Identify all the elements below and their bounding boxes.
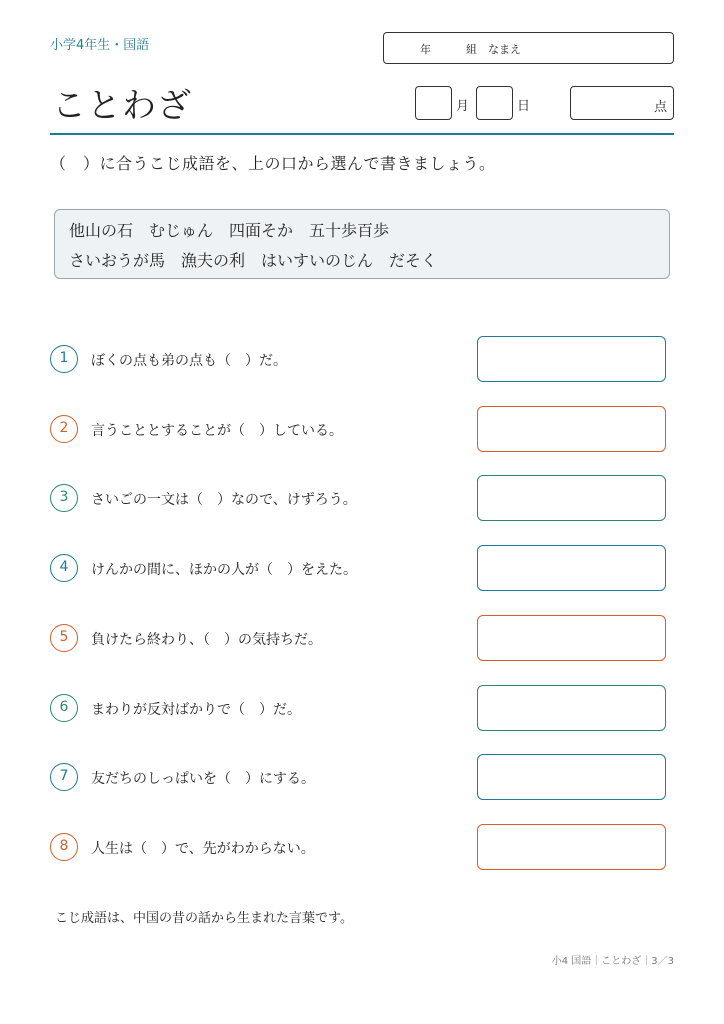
- question-row: [50, 406, 670, 454]
- question-number: 4: [50, 554, 78, 582]
- word-bank: [54, 209, 670, 279]
- header-divider: [50, 133, 674, 135]
- question-row: [50, 336, 670, 384]
- instruction-text: （ ）に合うこじ成語を、上の口から選んで書きましょう。: [50, 154, 496, 173]
- question-row: [50, 754, 670, 802]
- question-text: 友だちのしっぱいを（ ）にする。: [91, 771, 315, 788]
- answer-box[interactable]: [477, 754, 666, 800]
- question-number: 2: [50, 415, 78, 443]
- name-label: なまえ: [488, 43, 521, 56]
- answer-box[interactable]: [477, 615, 666, 661]
- year-label: 年: [420, 43, 431, 56]
- question-row: [50, 475, 670, 523]
- question-row: [50, 545, 670, 593]
- word-bank-line-2: さいおうが馬 漁夫の利 はいすいのじん だそく: [69, 251, 438, 270]
- question-row: [50, 685, 670, 733]
- page-title: ことわざ: [52, 86, 192, 126]
- question-number: 6: [50, 694, 78, 722]
- question-row: [50, 615, 670, 663]
- answer-box[interactable]: [477, 685, 666, 731]
- question-text: 人生は（ ）で、先がわからない。: [91, 840, 315, 857]
- footnote: こじ成語は、中国の昔の話から生まれた言葉です。: [55, 911, 353, 926]
- question-number: 5: [50, 624, 78, 652]
- question-number: 1: [50, 345, 78, 373]
- question-number: 3: [50, 484, 78, 512]
- page-footer: 小4 国語｜ことわざ｜3／3: [551, 956, 674, 967]
- class-label: 組: [466, 43, 477, 56]
- question-number: 8: [50, 833, 78, 861]
- question-text: 負けたら終わり、（ ）の気持ちだ。: [91, 631, 322, 648]
- name-box[interactable]: [383, 32, 674, 64]
- question-number: 7: [50, 763, 78, 791]
- question-row: [50, 824, 670, 872]
- month-label: 月: [456, 99, 470, 114]
- answer-box[interactable]: [477, 475, 666, 521]
- answer-box[interactable]: [477, 824, 666, 870]
- question-text: 言うこととすることが（ ）している。: [91, 422, 343, 439]
- month-input-box[interactable]: [415, 86, 452, 120]
- question-text: ぼくの点も弟の点も（ ）だ。: [91, 353, 287, 369]
- score-box[interactable]: [570, 86, 674, 120]
- question-text: まわりが反対ばかりで（ ）だ。: [91, 701, 301, 718]
- question-text: さいごの一文は（ ）なので、けずろう。: [91, 492, 357, 509]
- score-label: 点: [653, 100, 667, 115]
- question-text: けんかの間に、ほかの人が（ ）をえた。: [91, 562, 357, 579]
- answer-box[interactable]: [477, 336, 666, 382]
- answer-box[interactable]: [477, 406, 666, 452]
- grade-subject-label: 小学4年生・国語: [50, 38, 150, 53]
- day-input-box[interactable]: [476, 86, 513, 120]
- answer-box[interactable]: [477, 545, 666, 591]
- day-label: 日: [517, 99, 531, 114]
- word-bank-line-1: 他山の石 むじゅん 四面そか 五十歩百歩: [69, 221, 390, 240]
